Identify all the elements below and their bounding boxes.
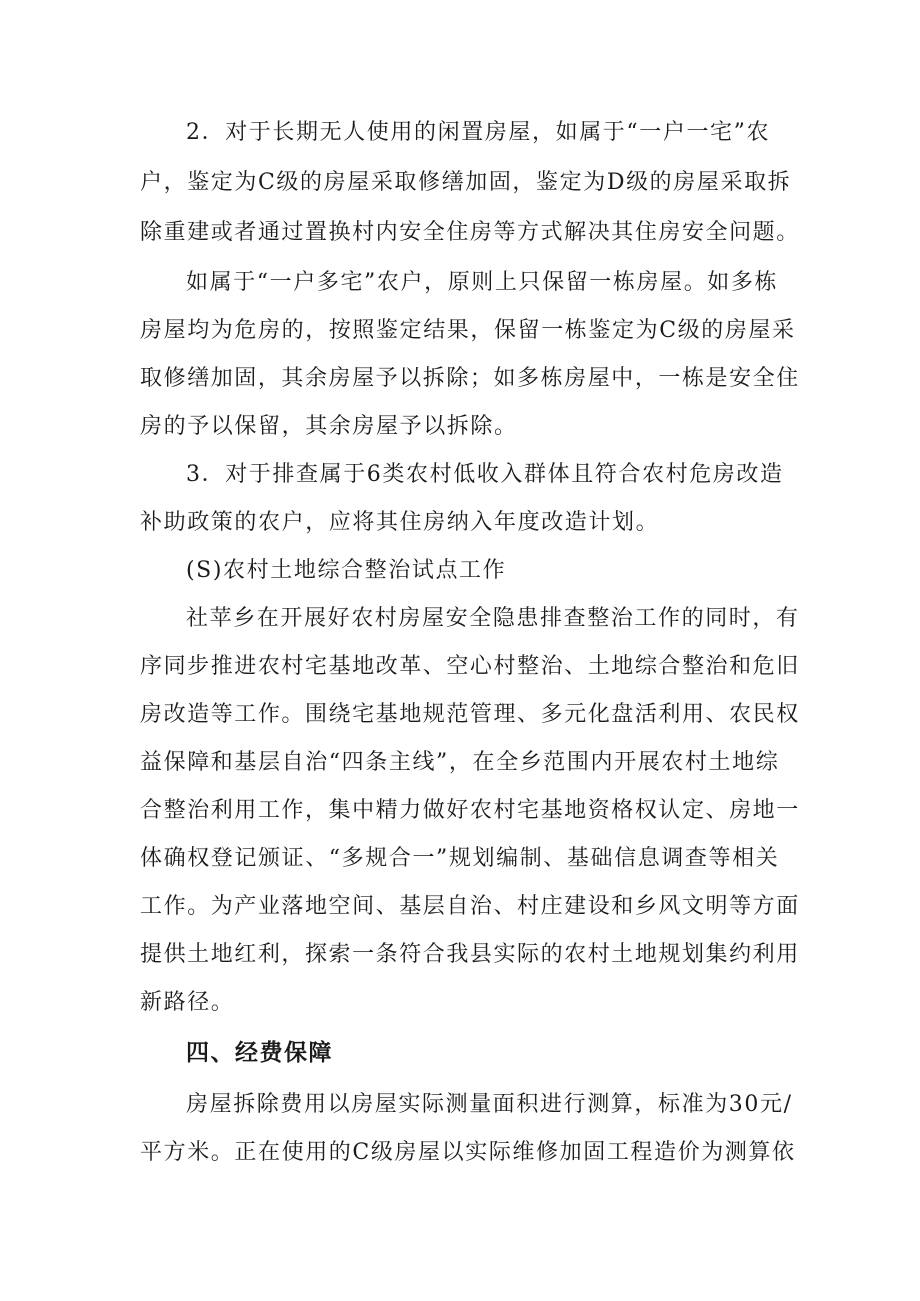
paragraph-line: 工作。为产业落地空间、基层自治、村庄建设和乡风文明等方面 <box>140 894 800 919</box>
paragraph-line: 提供土地红利，探索一条符合我县实际的农村土地规划集约利用 <box>140 942 800 967</box>
paragraph-line: 如属于“一户多宅”农户，原则上只保留一栋房屋。如多栋 <box>186 270 779 295</box>
paragraph-line: 房屋均为危房的，按照鉴定结果，保留一栋鉴定为C级的房屋采 <box>140 318 796 343</box>
paragraph-line: 合整治利用工作，集中精力做好农村宅基地资格权认定、房地一 <box>140 798 800 823</box>
paragraph-line: 益保障和基层自治“四条主线”，在全乡范围内开展农村土地综 <box>140 750 780 775</box>
paragraph-line: 序同步推进农村宅基地改革、空心村整治、土地综合整治和危旧 <box>140 654 800 679</box>
paragraph-line: 3．对于排查属于6类农村低收入群体且符合农村危房改造 <box>186 462 784 487</box>
section-subheading: (S)农村土地综合整治试点工作 <box>186 558 507 583</box>
paragraph-line: 房屋拆除费用以房屋实际测量面积进行测算，标准为30元/ <box>186 1092 793 1117</box>
paragraph-line: 体确权登记颁证、“多规合一”规划编制、基础信息调查等相关 <box>140 846 780 871</box>
paragraph-line: 房改造等工作。围绕宅基地规范管理、多元化盘活利用、农民权 <box>140 702 800 727</box>
paragraph-line: 除重建或者通过置换村内安全住房等方式解决其住房安全问题。 <box>140 220 800 245</box>
section-heading: 四、经费保障 <box>186 1040 333 1066</box>
paragraph-line: 房的予以保留，其余房屋予以拆除。 <box>140 414 518 439</box>
paragraph-line: 新路径。 <box>140 990 235 1015</box>
paragraph-line: 取修缮加固，其余房屋予以拆除；如多栋房屋中，一栋是安全住 <box>140 366 800 391</box>
paragraph-line: 2．对于长期无人使用的闲置房屋，如属于“一户一宅”农 <box>186 120 771 145</box>
paragraph-line: 社苹乡在开展好农村房屋安全隐患排查整治工作的同时，有 <box>186 606 800 631</box>
paragraph-line: 平方米。正在使用的C级房屋以实际维修加固工程造价为测算依 <box>140 1140 796 1165</box>
paragraph-line: 户，鉴定为C级的房屋采取修缮加固，鉴定为D级的房屋采取拆 <box>140 170 792 195</box>
paragraph-line: 补助政策的农户，应将其住房纳入年度改造计划。 <box>140 510 660 535</box>
